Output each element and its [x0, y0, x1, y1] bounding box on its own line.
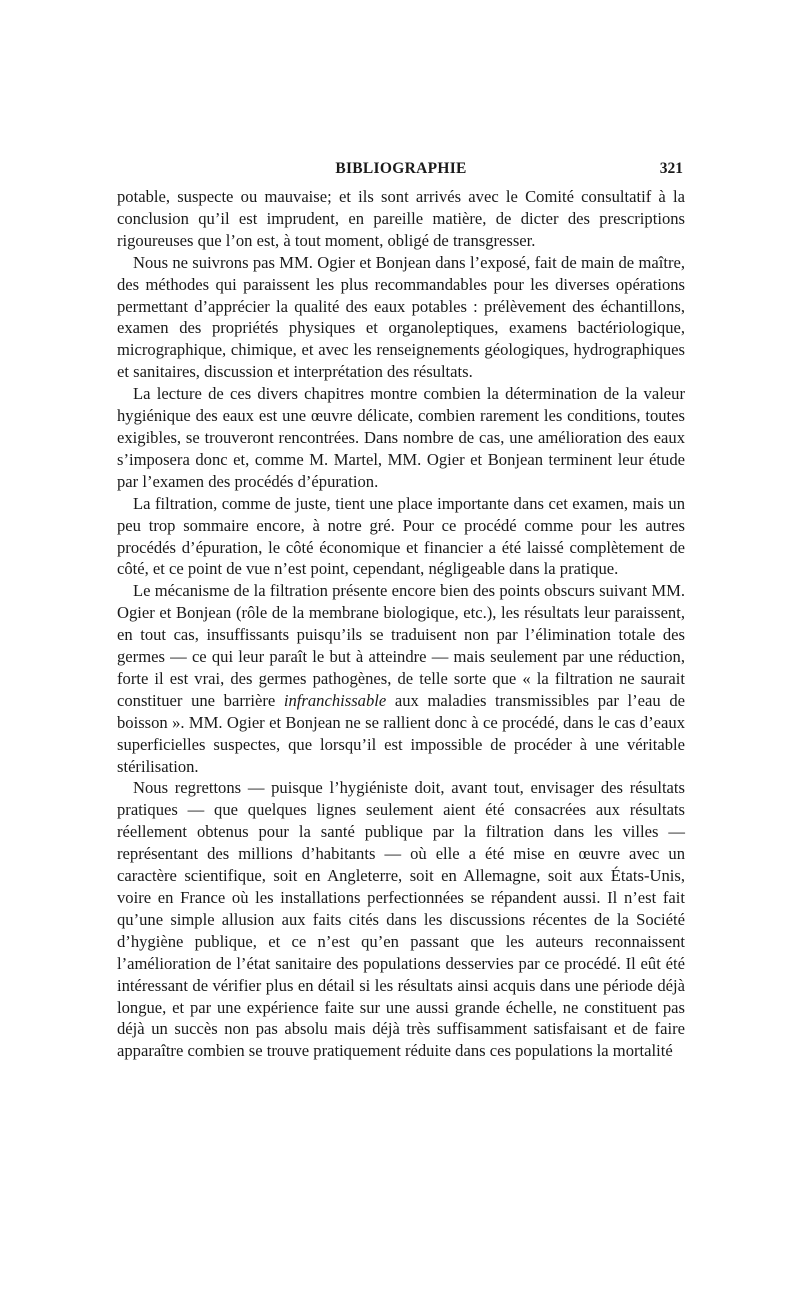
paragraph-5-emphasis: infranchissable — [283, 690, 387, 710]
running-title: BIBLIOGRAPHIE — [335, 160, 467, 177]
running-head — [117, 152, 685, 186]
paragraph-2: Nous ne suivrons pas MM. Ogier et Bonjean dans l’exposé, fait de main de maître, des méthodes qui paraissent les plus recommandables pour les diverses opérations permettant d’apprécier la qualité des eaux potables : prélèvement des échantillons, examen des propriétés physiques et organoleptiques, examens bactériologique, micrographique, chimique, et avec les renseignements géologiques, hydrographiques et sanitaires, discussion et interprétation des résultats. — [117, 252, 685, 382]
paragraph-5-before: Le mécanisme de la filtration présente encore bien des points obscurs suivant MM. Ogier et Bonjean (rôle de la membrane biologique, etc.), les résultats leur paraissent, en tout cas, insuffissants puisqu’ils se traduisent non par l’élimination totale des germes — ce qui leur paraît le but à atteindre — mais seulement par une réduction, forte il est vrai, des germes pathogènes, de telle sorte que « la filtration ne saurait constituer une barrière — [117, 581, 685, 710]
book-page — [117, 152, 685, 1062]
paragraph-5-after: aux maladies transmissibles par l’eau de boisson ». MM. Ogier et Bonjean ne se rallient donc à ce procédé, dans le cas d’eaux superficielles suspectes, que lorsqu’il est impossible de procéder à une véritable stérilisation. — [117, 690, 686, 776]
page-number: 321 — [659, 160, 683, 177]
paragraph-3: La lecture de ces divers chapitres montre combien la détermination de la valeur hygiénique des eaux est une œuvre délicate, combien rarement les conditions, toutes exigibles, se trouveront rencontrées. Dans nombre de cas, une amélioration des eaux s’imposera donc et, comme M. Martel, MM. Ogier et Bonjean terminent leur étude par l’examen des procédés d’épuration. — [117, 384, 685, 491]
paragraph-6: Nous regrettons — puisque l’hygiéniste doit, avant tout, envisager des résultats pratiques — que quelques lignes seulement aient été consacrées aux résultats réellement obtenus pour la santé publique par la filtration dans les villes — représentant des millions d’habitants — où elle a été mise en œuvre avec un caractère scientifique, soit en Angleterre, soit en Allemagne, soit aux États-Unis, voire en France où les installations perfectionnées se répandent aussi. Il n’est fait qu’une simple allusion aux faits cités dans les discussions récentes de la Société d’hygiène publique, et ce n’est qu’en passant que les auteurs reconnaissent l’amélioration de l’état sanitaire des populations desservies par ce procédé. Il eût été intéressant de vérifier plus en détail si les résultats ainsi acquis dans une période déjà longue, et par une expérience faite sur une aussi grande échelle, ne constituent pas déjà un succès non pas absolu mais déjà très suffisamment satisfaisant et de faire apparaître combien se trouve pratiquement réduite dans ces populations la mortalité — [117, 778, 685, 1061]
paragraph-4: La filtration, comme de juste, tient une place importante dans cet examen, mais un peu trop sommaire encore, à notre gré. Pour ce procédé comme pour les autres procédés d’épuration, le côté économique et financier a été laissé complètement de côté, et ce point de vue n’est point, cependant, négligeable dans la pratique. — [117, 493, 685, 579]
paragraph-1: potable, suspecte ou mauvaise; et ils sont arrivés avec le Comité consultatif à la conclusion qu’il est imprudent, en pareille matière, de dicter des prescriptions rigoureuses que l’on est, à tout moment, obligé de transgresser. — [117, 187, 685, 250]
body-text — [117, 186, 685, 1062]
paragraph-5 — [117, 580, 685, 777]
